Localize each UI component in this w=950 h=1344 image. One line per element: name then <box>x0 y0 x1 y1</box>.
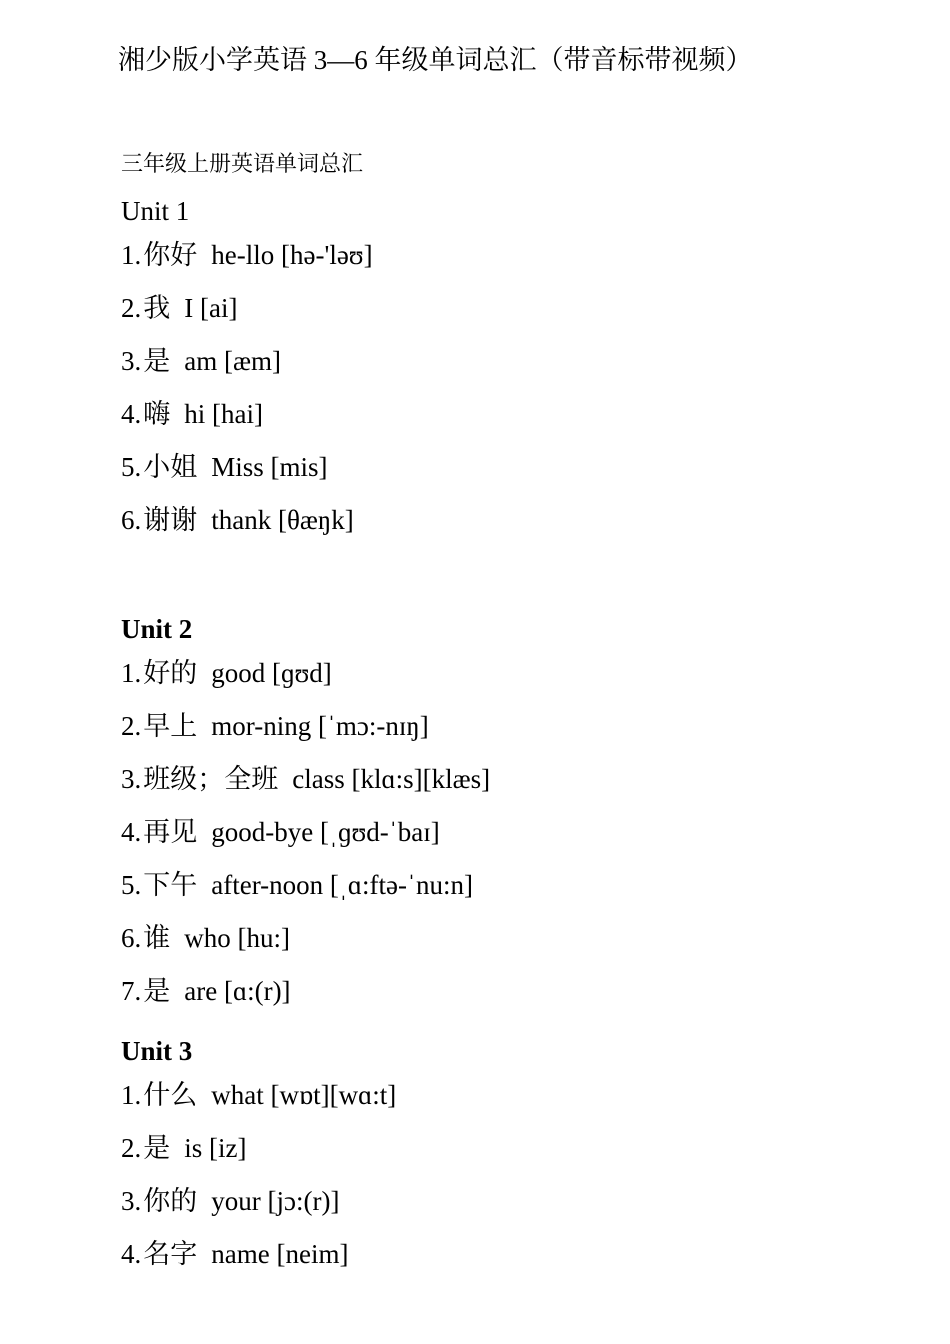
chinese-meaning: 好的 <box>143 658 198 688</box>
list-item <box>121 291 237 325</box>
list-item <box>121 709 429 743</box>
phonetic: [klɑ:s][klæs] <box>351 764 491 794</box>
item-number: 3. <box>121 346 142 376</box>
list-item <box>121 450 328 484</box>
phonetic: [hə-'ləʊ] <box>280 240 373 270</box>
item-number: 4. <box>121 817 142 847</box>
unit-title: Unit 1 <box>121 196 190 226</box>
phonetic: [hai] <box>212 399 263 429</box>
phonetic: [iz] <box>209 1133 247 1163</box>
english-word: he-llo <box>211 240 275 270</box>
list-item <box>121 815 440 849</box>
english-word: Miss <box>211 452 264 482</box>
english-word: name <box>211 1239 270 1269</box>
chinese-meaning: 谁 <box>143 923 171 953</box>
chinese-meaning: 嗨 <box>143 399 171 429</box>
item-number: 7. <box>121 976 142 1006</box>
document-title: 湘少版小学英语 3—6 年级单词总汇（带音标带视频） <box>118 45 753 75</box>
chinese-meaning: 名字 <box>143 1239 198 1269</box>
english-word: good-bye <box>211 817 314 847</box>
phonetic: [ɑ:(r)] <box>223 976 291 1006</box>
item-number: 3. <box>121 764 142 794</box>
english-word: class <box>292 764 345 794</box>
item-number: 5. <box>121 870 142 900</box>
phonetic: [ɡʊd] <box>272 658 332 688</box>
phonetic: [ˌɡʊd-ˈbaɪ] <box>319 817 440 847</box>
english-word: thank <box>211 505 272 535</box>
list-item <box>121 1131 246 1165</box>
chinese-meaning: 什么 <box>143 1080 198 1110</box>
chinese-meaning: 早上 <box>143 711 198 741</box>
item-number: 2. <box>121 711 142 741</box>
item-number: 2. <box>121 293 142 323</box>
phonetic: [ˌɑ:ftə-ˈnu:n] <box>329 870 473 900</box>
item-number: 5. <box>121 452 142 482</box>
english-word: who <box>184 923 231 953</box>
item-number: 6. <box>121 923 142 953</box>
english-word: mor-ning <box>211 711 312 741</box>
item-number: 6. <box>121 505 142 535</box>
chinese-meaning: 是 <box>143 1133 171 1163</box>
chinese-meaning: 是 <box>143 976 171 1006</box>
list-item <box>121 656 332 690</box>
english-word: I <box>184 293 194 323</box>
list-item <box>121 1237 348 1271</box>
phonetic: [mis] <box>270 452 328 482</box>
english-word: hi <box>184 399 206 429</box>
chinese-meaning: 你的 <box>143 1186 198 1216</box>
item-number: 2. <box>121 1133 142 1163</box>
phonetic: [æm] <box>224 346 281 376</box>
phonetic: [θæŋk] <box>278 505 354 535</box>
chinese-meaning: 是 <box>143 346 171 376</box>
list-item <box>121 868 473 902</box>
chinese-meaning: 小姐 <box>143 452 198 482</box>
english-word: your <box>211 1186 261 1216</box>
english-word: is <box>184 1133 203 1163</box>
phonetic: [ai] <box>200 293 238 323</box>
list-item <box>121 1078 396 1112</box>
item-number: 4. <box>121 1239 142 1269</box>
list-item <box>121 1184 339 1218</box>
english-word: after-noon <box>211 870 324 900</box>
list-item <box>121 921 290 955</box>
list-item <box>121 503 354 537</box>
unit-title: Unit 2 <box>121 614 193 644</box>
item-number: 1. <box>121 240 142 270</box>
chinese-meaning: 班级；全班 <box>143 764 279 794</box>
list-item <box>121 762 490 796</box>
english-word: what <box>211 1080 264 1110</box>
list-item <box>121 238 373 272</box>
english-word: are <box>184 976 218 1006</box>
english-word: am <box>184 346 218 376</box>
item-number: 4. <box>121 399 142 429</box>
phonetic: [hu:] <box>237 923 290 953</box>
item-number: 1. <box>121 1080 142 1110</box>
chinese-meaning: 我 <box>143 293 171 323</box>
section-heading: 三年级上册英语单词总汇 <box>121 151 364 176</box>
chinese-meaning: 你好 <box>143 240 198 270</box>
list-item <box>121 397 263 431</box>
phonetic: [jɔ:(r)] <box>267 1186 340 1216</box>
list-item <box>121 344 281 378</box>
item-number: 1. <box>121 658 142 688</box>
list-item <box>121 974 291 1008</box>
chinese-meaning: 下午 <box>143 870 198 900</box>
phonetic: [ˈmɔ:-nɪŋ] <box>317 711 429 741</box>
english-word: good <box>211 658 266 688</box>
chinese-meaning: 再见 <box>143 817 198 847</box>
item-number: 3. <box>121 1186 142 1216</box>
unit-title: Unit 3 <box>121 1036 193 1066</box>
chinese-meaning: 谢谢 <box>143 505 198 535</box>
phonetic: [wɒt][wɑ:t] <box>270 1080 397 1110</box>
phonetic: [neim] <box>276 1239 349 1269</box>
